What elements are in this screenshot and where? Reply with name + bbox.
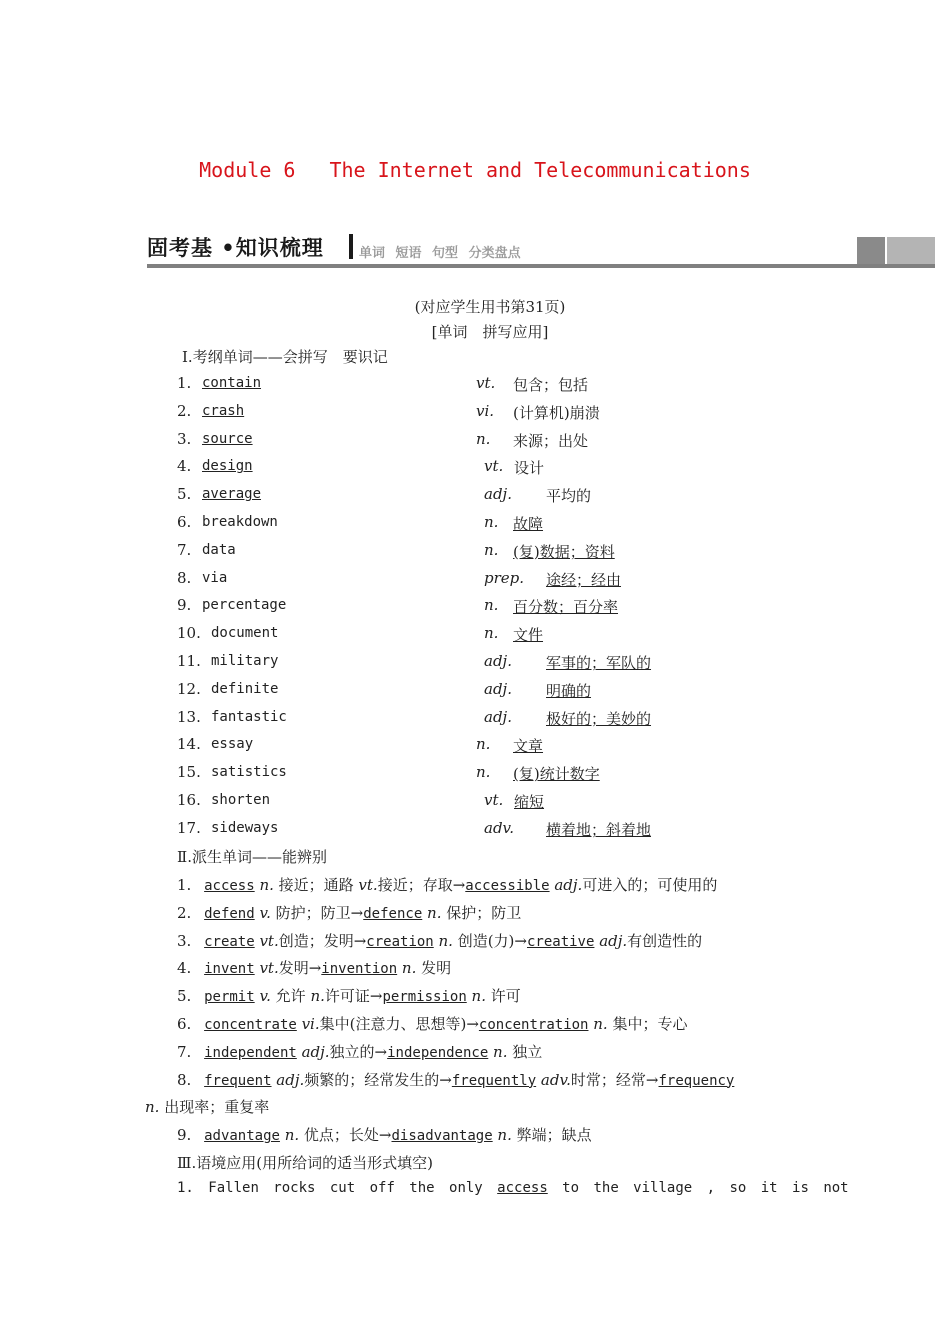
vocab-word: military [211, 653, 279, 669]
vocab-meaning: 明确的 [546, 681, 592, 700]
vocab-number: 11. [177, 652, 201, 670]
vocab-pos: adj. [484, 652, 512, 670]
part-of-speech: vi. [296, 1015, 320, 1033]
derived-number: 2. [177, 903, 197, 922]
derived-word: permission [382, 989, 467, 1006]
vocab-pos: n. [484, 540, 499, 559]
derived-word: frequent [204, 1072, 272, 1089]
part-of-speech: adv. [536, 1070, 571, 1089]
vocab-meaning: (计算机)崩溃 [513, 403, 600, 422]
derived-number: 3. [177, 931, 197, 950]
vocab-meaning: 百分数；百分率 [513, 598, 619, 617]
part-of-speech: adj. [296, 1042, 330, 1061]
definition: 弊端；缺点 [511, 1126, 592, 1144]
derived-word: accessible [465, 878, 550, 894]
vocab-word: percentage [202, 597, 287, 614]
derived-word: independent [204, 1044, 297, 1061]
vocab-word: sideways [211, 819, 279, 836]
vocab-word: essay [211, 736, 254, 753]
vocab-pos: n. [476, 735, 491, 754]
definition: 独立的→ [329, 1042, 388, 1061]
vocab-word: source [202, 430, 253, 447]
derived-word: create [204, 933, 255, 950]
vocab-meaning: 故障 [513, 515, 544, 533]
vocab-meaning: 文章 [513, 737, 544, 756]
banner-block-dark [857, 237, 885, 264]
vocab-number: 5. [177, 485, 192, 504]
definition: 发明→ [278, 959, 322, 978]
definition: 集中；专心 [607, 1015, 688, 1033]
exercise-text: Fallen rocks cut off the only [208, 1180, 498, 1196]
part-of-speech: v. [254, 903, 271, 922]
definition: 许可证→ [324, 987, 383, 1006]
derived-row-continuation [145, 1096, 269, 1117]
vocab-meaning: 横着地；斜着地 [546, 820, 652, 839]
vocab-number: 17. [177, 818, 201, 837]
definition: 出现率；重复率 [159, 1098, 270, 1116]
vocab-pos: n. [476, 763, 491, 782]
vocab-number: 15. [177, 763, 201, 782]
part-of-speech: n. [145, 1098, 160, 1116]
part-of-speech: n. [310, 987, 325, 1006]
part-of-speech: vt. [254, 931, 279, 950]
exercise-number: 1. [177, 1180, 209, 1196]
definition: 创造；发明→ [278, 931, 367, 950]
vocab-number: 4. [177, 457, 192, 476]
vocab-pos: adj. [484, 707, 512, 726]
vocab-pos: n. [484, 513, 499, 531]
vocab-meaning: 设计 [514, 459, 545, 478]
vocab-meaning: 来源；出处 [513, 431, 589, 450]
vocab-pos: n. [484, 624, 499, 643]
vocab-meaning: 文件 [513, 626, 544, 645]
derived-word: disadvantage [391, 1128, 493, 1144]
module-number: Module 6 [199, 158, 296, 182]
vocab-word: breakdown [202, 514, 278, 530]
vocab-pos: n. [476, 429, 491, 448]
page-reference: (对应学生用书第31页) [414, 298, 566, 316]
definition: 优点；长处→ [299, 1126, 392, 1144]
vocab-word: shorten [211, 792, 271, 808]
module-topic: The Internet and Telecommunications [329, 158, 751, 182]
derived-number: 5. [177, 987, 197, 1006]
derived-number: 4. [177, 959, 197, 978]
vocab-pos: prep. [484, 568, 525, 587]
derived-row [177, 1041, 542, 1062]
derived-word: invention [321, 961, 398, 978]
vocab-word: average [202, 486, 262, 503]
banner-rule [147, 264, 935, 268]
vocab-number: 13. [177, 707, 201, 726]
definition: 许可 [485, 987, 521, 1006]
definition: 时常；经常→ [570, 1070, 659, 1089]
exercise-text: to the village , so it is not [547, 1180, 849, 1196]
part-of-speech: n. [492, 1126, 512, 1144]
derived-word: frequency [658, 1072, 735, 1089]
derived-row [177, 1124, 592, 1145]
vocab-word: satistics [211, 764, 287, 781]
module-title [0, 158, 950, 182]
derived-word: defend [204, 905, 255, 922]
derived-word: defence [363, 905, 423, 922]
vocab-number: 8. [177, 568, 192, 587]
vocab-meaning: 缩短 [514, 793, 545, 811]
part-of-speech: adj. [271, 1070, 305, 1089]
part-of-speech: n. [588, 1015, 608, 1033]
part-of-speech: n. [397, 959, 417, 978]
derived-word: permit [204, 989, 255, 1006]
derived-row [177, 1069, 734, 1090]
derived-word: concentrate [204, 1017, 297, 1033]
vocab-word: definite [211, 680, 279, 697]
vocab-pos: adv. [484, 818, 515, 837]
part-of-speech: vt. [358, 876, 378, 894]
part-of-speech: vt. [254, 959, 279, 978]
section-heading: [单词 拼写应用] [431, 323, 549, 341]
derived-row [177, 902, 521, 923]
vocab-number: 3. [177, 429, 192, 448]
part-of-speech: adj. [594, 931, 628, 950]
part-of-speech: n. [466, 987, 486, 1006]
vocab-word: design [202, 458, 253, 475]
part-of-speech: n. [422, 903, 442, 922]
vocab-number: 10. [177, 624, 201, 643]
part-of-speech: adj. [549, 876, 583, 894]
part-of-speech: n. [433, 931, 453, 950]
definition: 防护；防卫→ [270, 903, 364, 922]
part-of-speech: n. [279, 1126, 300, 1144]
vocab-meaning: 极好的；美妙的 [546, 709, 652, 728]
vocab-number: 2. [177, 401, 192, 420]
definition: 允许 [270, 987, 311, 1006]
definition: 接近；通路 [273, 876, 359, 894]
definition: 频繁的；经常发生的→ [304, 1070, 452, 1089]
section-3-heading: Ⅲ.语境应用(用所给词的适当形式填空) [177, 1154, 433, 1172]
vocab-pos: vt. [484, 791, 504, 809]
banner-title: 固考基 •知识梳理 [147, 236, 324, 260]
vocab-meaning: 平均的 [546, 487, 592, 506]
exercise-sentence [177, 1180, 849, 1196]
part-of-speech: v. [254, 987, 271, 1006]
definition: 保护；防卫 [441, 903, 522, 922]
vocab-word: document [211, 625, 279, 642]
vocab-pos: vt. [484, 457, 504, 476]
vocab-number: 6. [177, 513, 192, 531]
vocab-number: 14. [177, 735, 201, 754]
derived-number: 9. [177, 1126, 197, 1144]
vocab-number: 7. [177, 540, 192, 559]
vocab-word: fantastic [211, 708, 287, 725]
vocab-meaning: 军事的；军队的 [546, 654, 652, 672]
derived-number: 7. [177, 1042, 197, 1061]
vocab-number: 12. [177, 679, 201, 698]
vocab-pos: n. [484, 596, 499, 615]
definition: 可进入的；可使用的 [582, 876, 718, 894]
vocab-meaning: 途经；经由 [546, 570, 622, 589]
derived-word: frequently [451, 1072, 537, 1089]
vocab-pos: vt. [476, 374, 496, 392]
banner-subtitle: 单词 短语 句型 分类盘点 [359, 246, 521, 261]
derived-word: invent [204, 961, 255, 978]
derived-number: 8. [177, 1070, 197, 1089]
vocab-meaning: 包含；包括 [513, 376, 589, 394]
derived-word: concentration [478, 1017, 589, 1033]
vocab-pos: vi. [476, 401, 495, 420]
derived-number: 6. [177, 1015, 197, 1033]
vocab-number: 1. [177, 374, 192, 392]
definition: 独立 [507, 1042, 543, 1061]
definition: 集中(注意力、思想等)→ [319, 1015, 479, 1033]
definition: 接近；存取→ [377, 876, 466, 894]
vocab-pos: adj. [484, 679, 512, 698]
vocab-meaning: (复)统计数字 [513, 765, 600, 784]
banner-divider [349, 234, 353, 259]
derived-number: 1. [177, 876, 197, 894]
derived-word: creative [526, 933, 595, 950]
vocab-word: via [202, 569, 228, 586]
definition: 有创造性的 [627, 931, 703, 950]
derived-word: creation [366, 933, 434, 950]
definition: 创造(力)→ [452, 931, 527, 950]
derived-row [177, 957, 451, 978]
part-of-speech: n. [254, 876, 274, 894]
vocab-number: 9. [177, 596, 192, 615]
vocab-word: data [202, 541, 236, 558]
part-of-speech: n. [488, 1042, 508, 1061]
derived-word: advantage [204, 1128, 280, 1144]
definition: 发明 [416, 959, 452, 978]
exercise-answer: access [497, 1180, 548, 1196]
derived-row [177, 1013, 687, 1034]
banner-block-light [887, 237, 935, 264]
derived-row [177, 985, 521, 1006]
derived-word: access [204, 878, 255, 894]
vocab-word: contain [202, 375, 262, 391]
section-2-heading: Ⅱ.派生单词——能辨别 [177, 848, 327, 866]
derived-row [177, 874, 717, 895]
vocab-meaning: (复)数据；资料 [513, 542, 615, 561]
derived-row [177, 930, 702, 951]
vocab-word: crash [202, 402, 245, 419]
derived-word: independence [387, 1044, 489, 1061]
section-banner [147, 232, 935, 270]
vocab-number: 16. [177, 791, 201, 809]
vocab-pos: adj. [484, 485, 512, 504]
section-1-heading: Ⅰ.考纲单词——会拼写 要识记 [182, 348, 388, 366]
